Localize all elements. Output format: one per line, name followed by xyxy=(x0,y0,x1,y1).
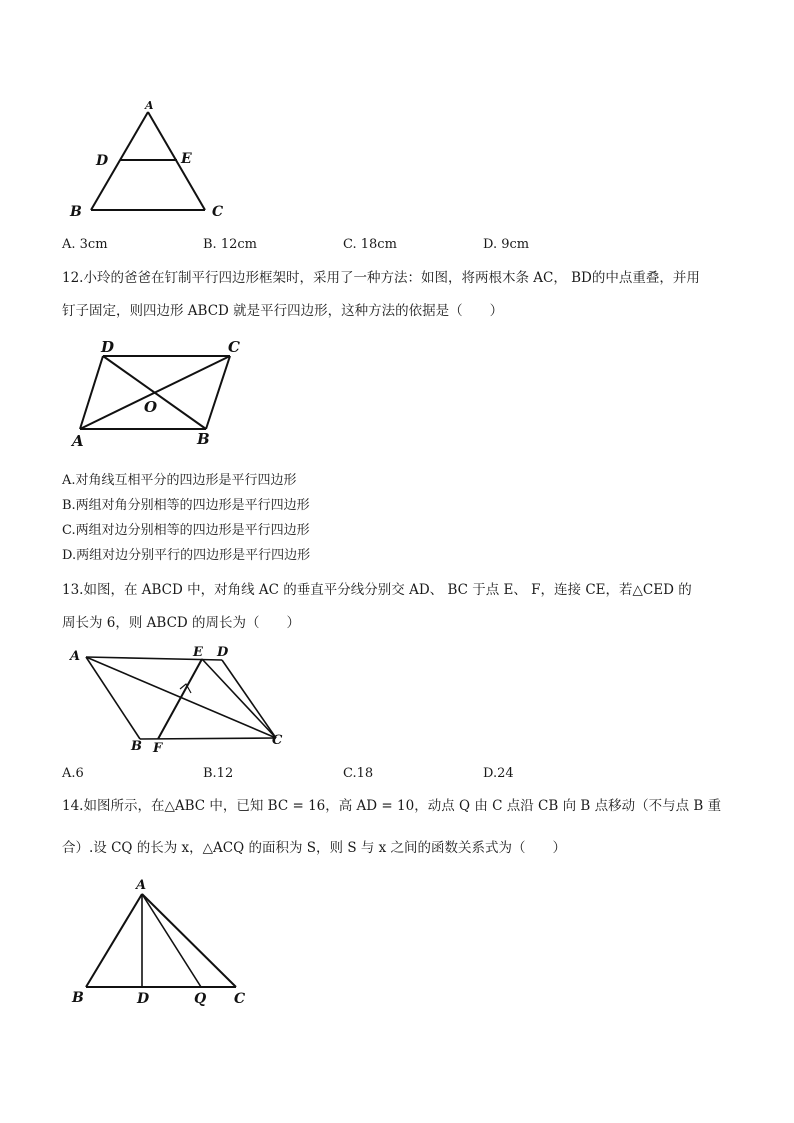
q14-stem-line1: 14.如图所示，在△ABC 中，已知 BC = 16，高 AD = 10，动点 Q 由 C 点沿 CB 向 B 点移动（不与点 B 重 xyxy=(62,798,722,814)
fig13-label-d: D xyxy=(217,645,229,660)
fig14-segment-aq xyxy=(142,894,201,987)
fig13-label-e: E xyxy=(193,645,203,660)
q13-option-a: A.6 xyxy=(62,766,84,781)
fig14-label-q: Q xyxy=(194,991,207,1007)
fig12-label-a: A xyxy=(72,432,84,450)
fig14-label-a: A xyxy=(136,878,147,893)
fig11-label-a: A xyxy=(145,99,154,112)
fig11-label-c: C xyxy=(212,204,224,220)
fig14-label-b: B xyxy=(72,990,84,1006)
q11-option-a: A. 3cm xyxy=(62,237,108,252)
q11-option-d: D. 9cm xyxy=(483,237,530,252)
q11-option-c: C. 18cm xyxy=(343,237,397,252)
q12-option-a: A.对角线互相平分的四边形是平行四边形 xyxy=(62,473,297,488)
fig13-label-a: A xyxy=(70,649,81,664)
fig12-label-d: D xyxy=(101,338,115,356)
fig14-side-ab xyxy=(86,894,142,987)
fig14-side-ac xyxy=(142,894,236,987)
q14-stem-line2: 合）.设 CQ 的长为 x，△ACQ 的面积为 S，则 S 与 x 之间的函数关系式为（ ） xyxy=(62,840,567,856)
q12-option-d: D.两组对边分别平行的四边形是平行四边形 xyxy=(62,548,311,563)
fig12-label-o: O xyxy=(144,398,158,416)
q11-option-b: B. 12cm xyxy=(203,237,257,252)
fig13-label-b: B xyxy=(131,739,142,754)
q12-option-b: B.两组对角分别相等的四边形是平行四边形 xyxy=(62,498,310,513)
q13-option-c: C.18 xyxy=(343,766,374,781)
q13-option-b: B.12 xyxy=(203,766,234,781)
fig11-label-b: B xyxy=(70,204,82,220)
q12-option-c: C.两组对边分别相等的四边形是平行四边形 xyxy=(62,523,310,538)
fig13-label-c: C xyxy=(272,733,283,748)
fig13-label-f: F xyxy=(153,741,163,756)
fig11-label-d: D xyxy=(96,153,109,169)
fig12-label-c: C xyxy=(228,338,240,356)
fig11-label-e: E xyxy=(181,151,192,167)
q13-option-d: D.24 xyxy=(483,766,514,781)
q12-stem-line2: 钉子固定，则四边形 ABCD 就是平行四边形，这种方法的依据是（ ） xyxy=(62,303,504,319)
q13-stem-line2: 周长为 6，则 ABCD 的周长为（ ） xyxy=(62,615,301,631)
fig14-label-d: D xyxy=(137,991,150,1007)
fig12-label-b: B xyxy=(197,430,210,448)
q12-stem-line1: 12.小玲的爸爸在钉制平行四边形框架时，采用了一种方法：如图，将两根木条 AC， BD的中点重叠，并用 xyxy=(62,270,700,286)
q13-stem-line1: 13.如图，在 ABCD 中，对角线 AC 的垂直平分线分别交 AD、 BC 于点 E、 F，连接 CE，若△CED 的 xyxy=(62,582,692,598)
fig14-label-c: C xyxy=(234,991,246,1007)
